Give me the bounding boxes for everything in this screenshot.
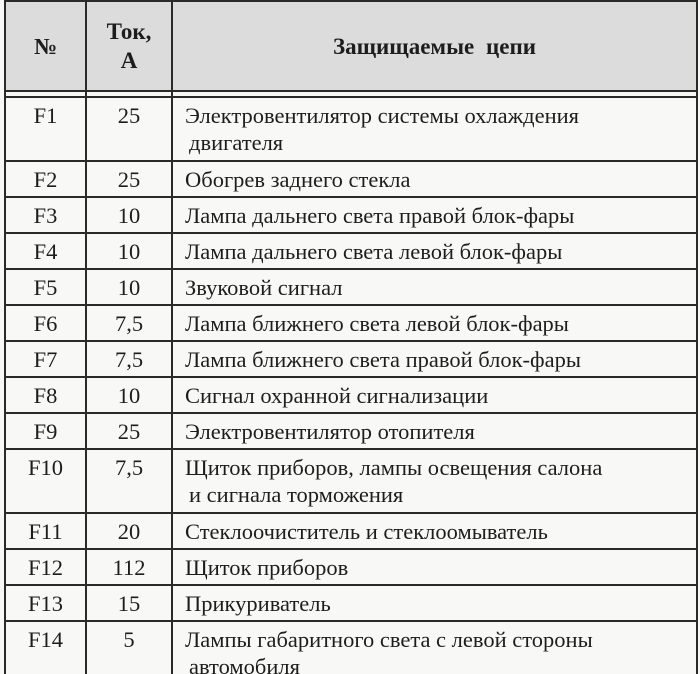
table-row xyxy=(5,449,697,513)
table-row xyxy=(5,585,697,621)
fuse-circuit-cell: Лампа ближнего света правой блок-фары xyxy=(172,341,697,377)
table-row xyxy=(5,621,697,674)
header-circuits-label: Защищаемые цепи xyxy=(333,33,536,59)
circuit-text-line1: Щиток приборов, лампы освещения салона xyxy=(185,455,603,480)
fuse-current-cell: 7,5 xyxy=(86,449,172,513)
circuit-text-line1: Электровентилятор системы охлаждения xyxy=(185,103,580,128)
circuit-text-line1: Лампы габаритного света с левой стороны xyxy=(185,627,593,652)
fuse-table xyxy=(4,0,698,674)
fuse-circuit-cell xyxy=(172,97,697,161)
table-row xyxy=(5,197,697,233)
fuse-number-cell: F10 xyxy=(5,449,86,513)
table-row xyxy=(5,161,697,197)
header-number-label: № xyxy=(33,33,58,59)
fuse-current-cell: 10 xyxy=(86,269,172,305)
table-row xyxy=(5,413,697,449)
fuse-circuit-cell: Лампа ближнего света левой блок-фары xyxy=(172,305,697,341)
fuse-number-cell: F7 xyxy=(5,341,86,377)
fuse-circuit-cell: Прикуриватель xyxy=(172,585,697,621)
fuse-circuit-cell xyxy=(172,621,697,674)
fuse-circuit-cell xyxy=(172,449,697,513)
fuse-number-cell: F2 xyxy=(5,161,86,197)
fuse-current-cell: 10 xyxy=(86,233,172,269)
header-number xyxy=(5,1,86,91)
table-row xyxy=(5,97,697,161)
fuse-number-cell: F6 xyxy=(5,305,86,341)
circuit-text-line2: двигателя xyxy=(189,130,284,155)
table-row xyxy=(5,341,697,377)
fuse-number-cell: F12 xyxy=(5,549,86,585)
fuse-number-cell: F8 xyxy=(5,377,86,413)
fuse-number-cell: F4 xyxy=(5,233,86,269)
table-row xyxy=(5,513,697,549)
fuse-number-cell: F14 xyxy=(5,621,86,674)
header-circuits xyxy=(172,1,697,91)
fuse-current-cell: 25 xyxy=(86,413,172,449)
fuse-circuit-cell: Электровентилятор отопителя xyxy=(172,413,697,449)
fuse-current-cell: 25 xyxy=(86,97,172,161)
table-row xyxy=(5,549,697,585)
fuse-circuit-cell: Звуковой сигнал xyxy=(172,269,697,305)
fuse-circuit-cell: Обогрев заднего стекла xyxy=(172,161,697,197)
fuse-current-cell: 10 xyxy=(86,197,172,233)
table-body xyxy=(5,97,697,674)
fuse-current-cell: 7,5 xyxy=(86,305,172,341)
fuse-current-cell: 10 xyxy=(86,377,172,413)
header-current xyxy=(86,1,172,91)
table-row xyxy=(5,305,697,341)
fuse-number-cell: F9 xyxy=(5,413,86,449)
header-current-label-line1: Ток, xyxy=(106,19,152,44)
fuse-current-cell: 112 xyxy=(86,549,172,585)
header-current-label-line2: А xyxy=(120,48,138,73)
fuse-number-cell: F5 xyxy=(5,269,86,305)
fuse-number-cell: F13 xyxy=(5,585,86,621)
fuse-current-cell: 7,5 xyxy=(86,341,172,377)
fuse-number-cell: F11 xyxy=(5,513,86,549)
table-row xyxy=(5,269,697,305)
fuse-circuit-cell: Лампа дальнего света правой блок-фары xyxy=(172,197,697,233)
circuit-text-line2: автомобиля xyxy=(189,654,300,674)
fuse-number-cell: F3 xyxy=(5,197,86,233)
fuse-circuit-cell: Стеклоочиститель и стеклоомыватель xyxy=(172,513,697,549)
fuse-current-cell: 5 xyxy=(86,621,172,674)
fuse-current-cell: 20 xyxy=(86,513,172,549)
fuse-circuit-cell: Лампа дальнего света левой блок-фары xyxy=(172,233,697,269)
table-row xyxy=(5,377,697,413)
fuse-circuit-cell: Щиток приборов xyxy=(172,549,697,585)
table-row xyxy=(5,233,697,269)
circuit-text-line2: и сигнала торможения xyxy=(189,482,404,507)
table-header xyxy=(5,1,697,97)
fuse-current-cell: 15 xyxy=(86,585,172,621)
header-row xyxy=(5,1,697,91)
fuse-circuit-cell: Сигнал охранной сигнализации xyxy=(172,377,697,413)
fuse-number-cell: F1 xyxy=(5,97,86,161)
fuse-current-cell: 25 xyxy=(86,161,172,197)
